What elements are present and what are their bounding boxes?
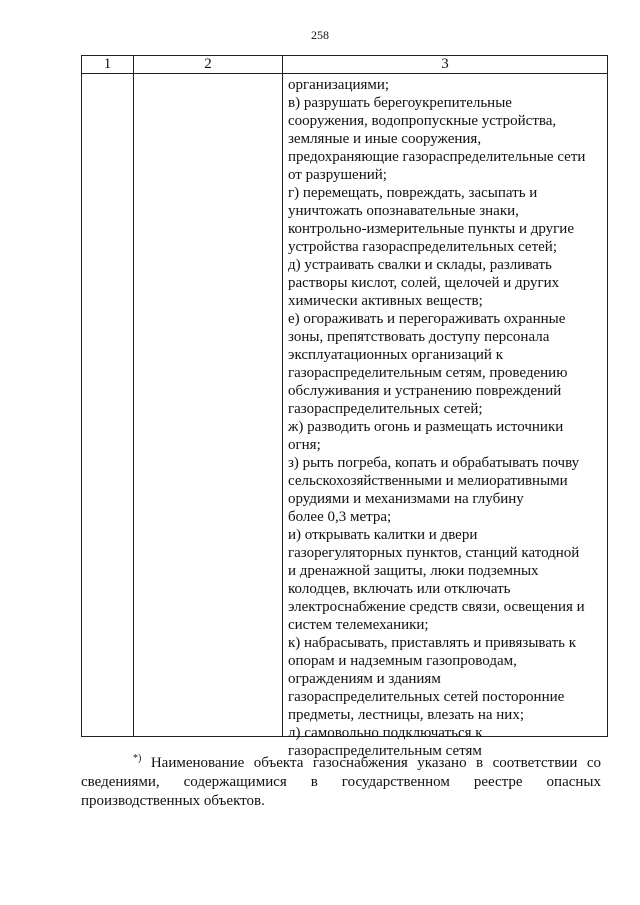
text-line: земляные и иные сооружения, [288, 131, 482, 147]
text-line: химически активных веществ; [288, 293, 483, 309]
text-line: уничтожать опознавательные знаки, [288, 203, 519, 219]
text-line: е) огораживать и перегораживать охранные [288, 311, 566, 327]
prohibitions-list [283, 74, 607, 759]
text-line: организациями; [288, 77, 390, 93]
text-line: газораспределительным сетям [288, 743, 482, 759]
footnote-mark: *) [133, 753, 142, 764]
text-line: газораспределительных сетей посторонние [288, 689, 565, 705]
text-line: сельскохозяйственными и мелиоративными [288, 473, 568, 489]
text-line: к) набрасывать, приставлять и привязывать к [288, 635, 577, 651]
text-line: устройства газораспределительных сетей; [288, 239, 557, 255]
text-line: л) самовольно подключаться к [288, 725, 483, 741]
text-line: электроснабжение средств связи, освещения и [288, 599, 585, 615]
text-line: газораспределительных сетей; [288, 401, 483, 417]
text-line: и) открывать калитки и двери [288, 527, 478, 543]
footnote-text-1: Наименование объекта газоснабжения указано в соответствии со [150, 755, 601, 771]
text-line: огня; [288, 437, 321, 453]
table-cell-col1 [82, 74, 134, 737]
column-header-3: 3 [283, 56, 608, 74]
text-line: от разрушений; [288, 167, 387, 183]
footnote-line-1 [81, 754, 601, 773]
text-line: обслуживания и устранению повреждений [288, 383, 562, 399]
text-line: г) перемещать, повреждать, засыпать и [288, 185, 538, 201]
text-line: эксплуатационных организаций к [288, 347, 503, 363]
text-line: и дренажной защиты, люки подземных [288, 563, 539, 579]
text-line: ограждениям и зданиям [288, 671, 441, 687]
text-line: д) устраивать свалки и склады, разливать [288, 257, 552, 273]
text-line: систем телемеханики; [288, 617, 429, 633]
table-row [82, 74, 608, 737]
text-line: газораспределительным сетям, проведению [288, 365, 568, 381]
table-cell-col3 [283, 74, 608, 759]
footnote [81, 754, 601, 811]
column-header-2: 2 [134, 56, 283, 74]
text-line: предохраняющие газораспределительные сети [288, 149, 586, 165]
text-line: газорегуляторных пунктов, станций катодной [288, 545, 580, 561]
table-header-row [82, 56, 608, 74]
text-line: орудиями и механизмами на глубину [288, 491, 524, 507]
table-cell-col2 [134, 74, 283, 737]
text-line: в) разрушать берегоукрепительные [288, 95, 512, 111]
text-line: зоны, препятствовать доступу персонала [288, 329, 550, 345]
text-line: растворы кислот, солей, щелочей и других [288, 275, 560, 291]
footnote-line-3: производственных объектов. [81, 793, 265, 809]
text-line: более 0,3 метра; [288, 509, 392, 525]
text-line: контрольно-измерительные пункты и другие [288, 221, 574, 237]
text-line: предметы, лестницы, влезать на них; [288, 707, 525, 723]
text-line: опорам и надземным газопроводам, [288, 653, 517, 669]
text-line: колодцев, включать или отключать [288, 581, 511, 597]
text-line: сооружения, водопропускные устройства, [288, 113, 557, 129]
content-table [81, 55, 608, 759]
text-line: з) рыть погреба, копать и обрабатывать почву [288, 455, 580, 471]
column-header-1: 1 [82, 56, 134, 74]
page-number: 258 [311, 28, 329, 42]
text-line: ж) разводить огонь и размещать источники [288, 419, 564, 435]
footnote-line-2: сведениями, содержащимися в государственном реестре опасных [81, 774, 601, 790]
